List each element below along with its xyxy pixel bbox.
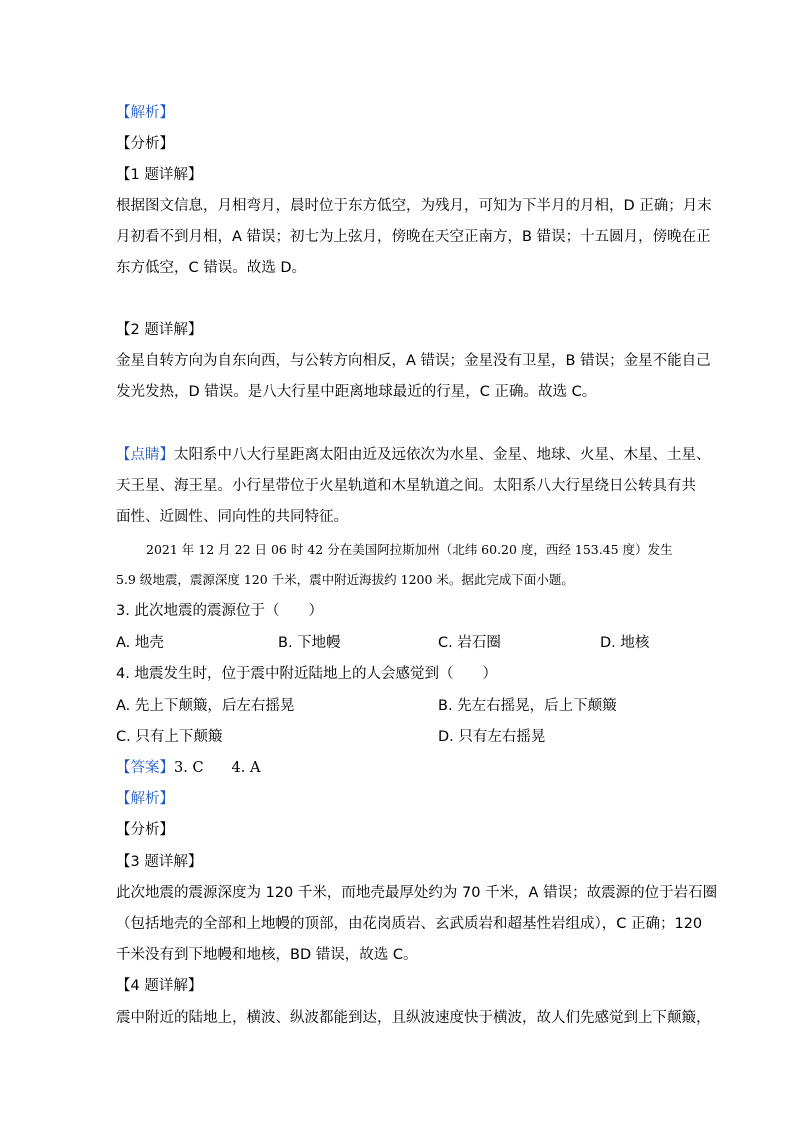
detail-4-title: 【4 题详解】	[116, 978, 203, 994]
detail-2-line-2: 发光发热，D 错误。是八大行星中距离地球最近的行星，C 正确。故选 C。	[116, 384, 597, 400]
jiexi-label-2: 【解析】	[116, 791, 174, 807]
q3-option-d: D. 地核	[600, 635, 650, 651]
q3-option-a: A. 地壳	[116, 635, 164, 651]
answer-3: 3. C	[174, 760, 204, 776]
fenxi-label-1: 【分析】	[116, 136, 174, 152]
question-4: 4. 地震发生时，位于震中附近陆地上的人会感觉到（ ）	[116, 666, 497, 682]
q3-option-c: C. 岩石圈	[438, 635, 501, 651]
detail-3-line-2: （包括地壳的全部和上地幔的顶部，由花岗质岩、玄武质岩和超基性岩组成），C 正确；120	[116, 916, 703, 932]
answer-line	[116, 759, 260, 777]
dianjing-text-1: 太阳系中八大行星距离太阳由近及远依次为水星、金星、地球、火星、木星、土星、	[174, 447, 711, 463]
stem-line-1: 2021 年 12 月 22 日 06 时 42 分在美国阿拉斯加州（北纬 60.20 度，西经 153.45 度）发生	[146, 542, 673, 557]
answer-4: 4. A	[231, 760, 261, 776]
detail-2-title: 【2 题详解】	[116, 322, 203, 338]
detail-3-line-1: 此次地震的震源深度为 120 千米，而地壳最厚处约为 70 千米，A 错误；故震源的位于岩石圈	[116, 885, 718, 901]
q4-option-d: D. 只有左右摇晃	[438, 729, 546, 745]
fenxi-label-2: 【分析】	[116, 822, 174, 838]
detail-2-line-1: 金星自转方向为自东向西，与公转方向相反，A 错误；金星没有卫星，B 错误；金星不能自己	[116, 353, 711, 369]
dianjing-label: 【点睛】	[116, 447, 174, 463]
dianjing-line-3: 面性、近圆性、同向性的共同特征。	[116, 509, 348, 525]
detail-3-line-3: 千米没有到下地幔和地核，BD 错误，故选 C。	[116, 947, 418, 963]
detail-3-title: 【3 题详解】	[116, 854, 203, 870]
dianjing-line-2: 天王星、海王星。小行星带位于火星轨道和木星轨道之间。太阳系八大行星绕日公转具有共	[116, 478, 696, 494]
detail-1-line-2: 月初看不到月相，A 错误；初七为上弦月，傍晚在天空正南方，B 错误；十五圆月，傍晚在正	[116, 229, 711, 245]
stem-line-2: 5.9 级地震，震源深度 120 千米，震中附近海拔约 1200 米。据此完成下面小题。	[116, 572, 574, 587]
question-3: 3. 此次地震的震源位于（ ）	[116, 603, 323, 619]
q4-option-c: C. 只有上下颠簸	[116, 729, 223, 745]
q4-option-b: B. 先左右摇晃，后上下颠簸	[438, 698, 617, 714]
dianjing-line-1	[116, 446, 711, 464]
detail-4-line-1: 震中附近的陆地上，横波、纵波都能到达，且纵波速度快于横波，故人们先感觉到上下颠簸，	[116, 1010, 711, 1026]
detail-1-line-3: 东方低空，C 错误。故选 D。	[116, 260, 307, 276]
answer-label: 【答案】	[116, 760, 174, 776]
jiexi-label-1: 【解析】	[116, 105, 174, 121]
detail-1-line-1: 根据图文信息，月相弯月，晨时位于东方低空，为残月，可知为下半月的月相，D 正确；月末	[116, 198, 712, 214]
q3-option-b: B. 下地幔	[278, 635, 341, 651]
detail-1-title: 【1 题详解】	[116, 167, 203, 183]
q4-option-a: A. 先上下颠簸，后左右摇晃	[116, 698, 295, 714]
